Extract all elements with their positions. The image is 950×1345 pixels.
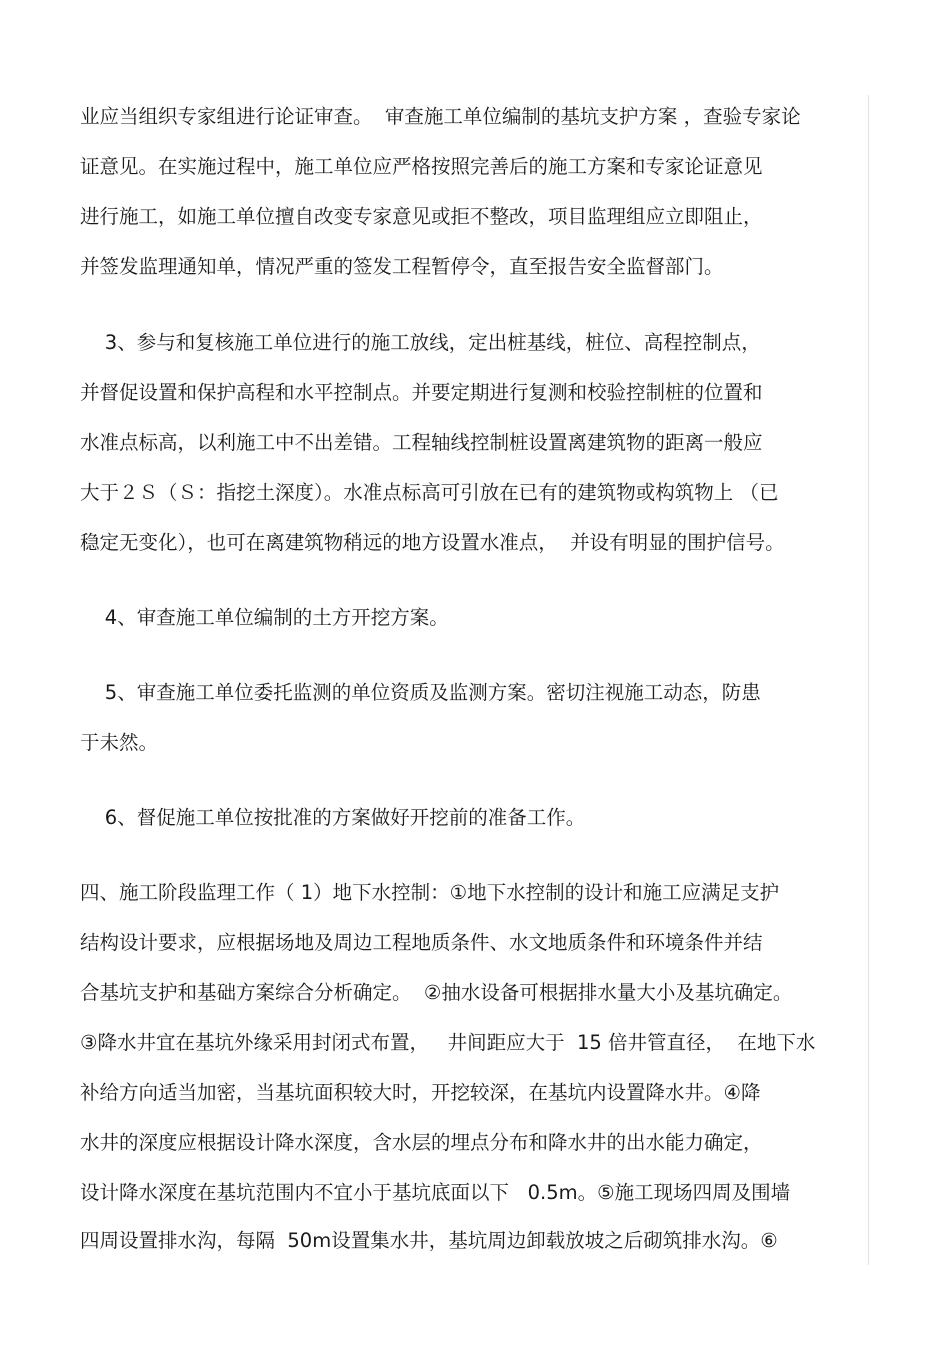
page-edge-divider: [868, 95, 869, 1265]
text-line: 四、施工阶段监理工作（ 1）地下水控制：①地下水控制的设计和施工应满足支护: [80, 881, 780, 904]
text-line: 稳定无变化），也可在离建筑物稍远的地方设置水准点， 并设有明显的围护信号。: [80, 531, 785, 554]
text-line: 大于２Ｓ（Ｓ：指挖土深度）。水准点标高可引放在已有的建筑物或构筑物上 （已: [80, 481, 779, 504]
text-line: 业应当组织专家组进行论证审查。 审查施工单位编制的基坑支护方案 ，查验专家论: [80, 105, 801, 128]
text-line: 四周设置排水沟，每隔 50m设置集水井，基坑周边卸载放坡之后砌筑排水沟。⑥: [80, 1229, 778, 1252]
text-line: 于未然。: [80, 731, 159, 754]
text-line: 6、督促施工单位按批准的方案做好开挖前的准备工作。: [80, 806, 586, 829]
text-line: 进行施工，如施工单位擅自改变专家意见或拒不整改，项目监理组应立即阻止，: [80, 205, 763, 228]
text-line: 并督促设置和保护高程和水平控制点。并要定期进行复测和校验控制桩的位置和: [80, 381, 763, 404]
text-line: 3、参与和复核施工单位进行的施工放线，定出桩基线，桩位、高程控制点，: [80, 331, 761, 354]
text-line: 结构设计要求，应根据场地及周边工程地质条件、水文地质条件和环境条件并结: [80, 931, 763, 954]
text-line: 合基坑支护和基础方案综合分析确定。 ②抽水设备可根据排水量大小及基坑确定。: [80, 981, 793, 1004]
text-line: 并签发监理通知单，情况严重的签发工程暂停令，直至报告安全监督部门。: [80, 255, 724, 278]
text-line: 水准点标高，以利施工中不出差错。工程轴线控制桩设置离建筑物的距离一般应: [80, 431, 763, 454]
text-line: 设计降水深度在基坑范围内不宜小于基坑底面以下 0.5m。⑤施工现场四周及围墙: [80, 1181, 791, 1204]
text-line: 水井的深度应根据设计降水深度，含水层的埋点分布和降水井的出水能力确定，: [80, 1131, 763, 1154]
text-line: 补给方向适当加密，当基坑面积较大时，开挖较深，在基坑内设置降水井。④降: [80, 1081, 761, 1104]
text-line: ③降水井宜在基坑外缘采用封闭式布置， 井间距应大于 15 倍井管直径， 在地下水: [80, 1031, 816, 1054]
text-line: 4、审查施工单位编制的土方开挖方案。: [80, 606, 449, 629]
text-line: 证意见。在实施过程中，施工单位应严格按照完善后的施工方案和专家论证意见: [80, 155, 763, 178]
text-line: 5、审查施工单位委托监测的单位资质及监测方案。密切注视施工动态，防患: [80, 681, 761, 704]
